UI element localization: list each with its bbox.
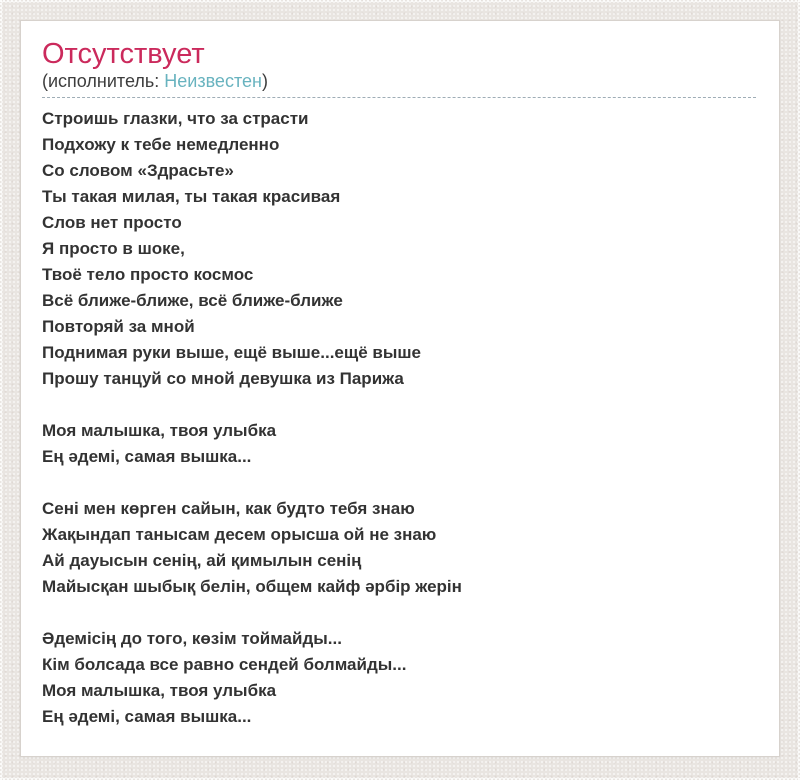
lyric-line: Повторяй за мной	[42, 317, 195, 336]
lyric-line	[42, 392, 756, 418]
lyric-line: Поднимая руки выше, ещё выше...ещё выше	[42, 343, 421, 362]
lyric-line: Моя малышка, твоя улыбка	[42, 421, 277, 440]
artist-link[interactable]: Неизвестен	[164, 71, 262, 91]
lyric-line: Со словом «Здрасьте»	[42, 161, 234, 180]
lyric-line	[42, 600, 756, 626]
lyric-line: Әдемісің до того, көзім тоймайды...	[42, 629, 342, 648]
lyric-line: Ең әдемі, самая вышка...	[42, 707, 252, 726]
artist-label-suffix: )	[261, 71, 268, 91]
lyric-line: Ты такая милая, ты такая красивая	[42, 187, 341, 206]
lyric-line: Майысқан шыбық белін, общем кайф әрбір жерін	[42, 577, 462, 596]
lyric-line: Подхожу к тебе немедленно	[42, 135, 280, 154]
song-title: Отсутствует	[42, 38, 205, 70]
lyric-line: Моя малышка, твоя улыбка	[42, 681, 277, 700]
lyric-line	[42, 470, 756, 496]
artist-line	[42, 71, 756, 91]
lyric-line: Я просто в шоке,	[42, 239, 185, 258]
lyric-line: Твоё тело просто космос	[42, 265, 254, 284]
lyric-line: Кім болсада все равно сендей болмайды...	[42, 655, 407, 674]
lyric-line: Ай дауысын сенің, ай қимылын сенің	[42, 551, 362, 570]
lyric-line: Жақындап танысам десем орысша ой не знаю	[42, 525, 437, 544]
lyric-line: Прошу танцуй со мной девушка из Парижа	[42, 369, 404, 388]
lyric-line: Всё ближе-ближе, всё ближе-ближе	[42, 291, 343, 310]
lyric-line: Слов нет просто	[42, 213, 182, 232]
lyrics-text	[42, 106, 756, 730]
lyric-line: Строишь глазки, что за страсти	[42, 109, 309, 128]
artist-label-prefix: (исполнитель:	[42, 71, 165, 91]
content-card	[20, 20, 780, 757]
lyric-line: Сені мен көрген сайын, как будто тебя знаю	[42, 499, 415, 518]
lyric-line: Ең әдемі, самая вышка...	[42, 447, 252, 466]
song-header	[42, 21, 756, 98]
